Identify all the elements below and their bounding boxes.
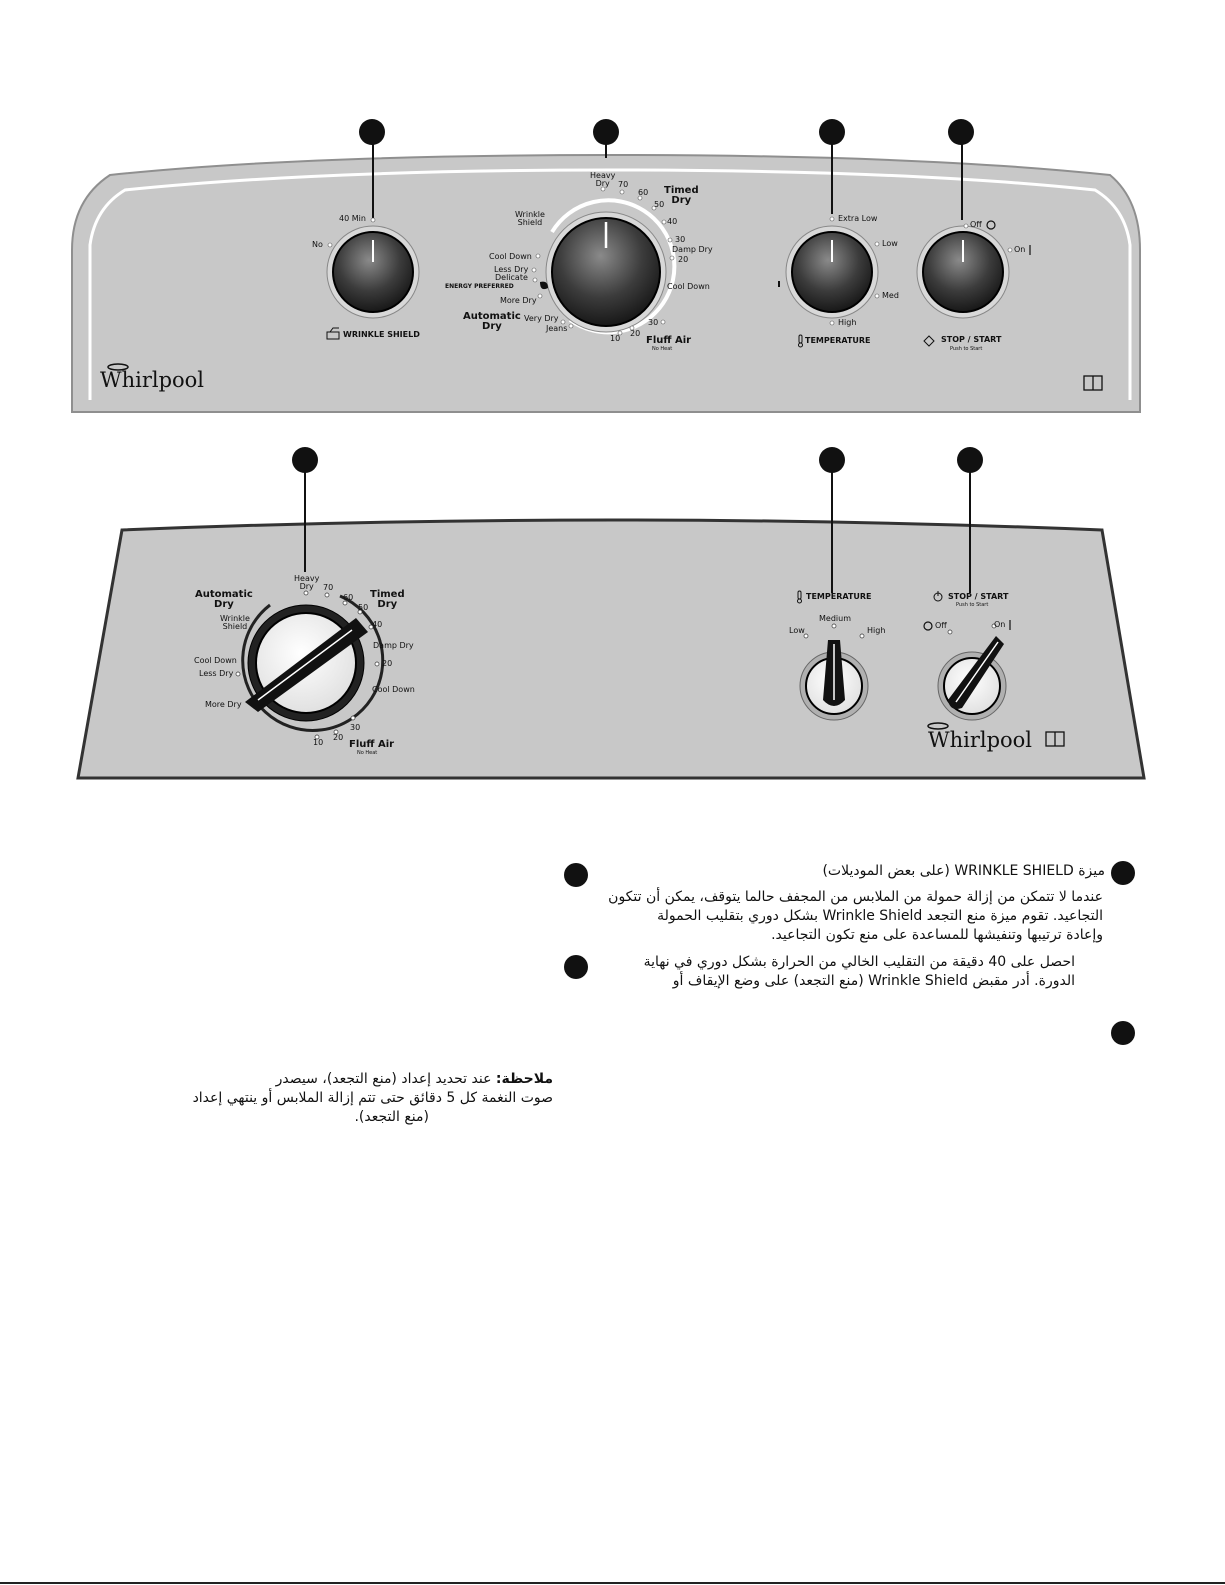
- bottom-label-off: Off: [935, 621, 947, 630]
- callout-2: [593, 119, 619, 145]
- bottom-label-fluff-air: Fluff Air: [349, 739, 395, 750]
- callout-7: [957, 447, 983, 473]
- callout-6: [819, 447, 845, 473]
- label-cool-down-right: Cool Down: [667, 282, 710, 291]
- bottom-label-20b: 20: [333, 733, 344, 742]
- label-damp-dry: Damp Dry: [672, 245, 713, 254]
- bottom-temperature-title: TEMPERATURE: [806, 592, 872, 601]
- label-extra-low: Extra Low: [838, 214, 878, 223]
- callout-5: [292, 447, 318, 473]
- bottom-label-60: 60: [343, 593, 354, 602]
- label-delicate: Delicate: [495, 273, 528, 282]
- bottom-label-high: High: [867, 626, 886, 635]
- label-20a: 20: [678, 255, 689, 264]
- label-50: 50: [654, 200, 665, 209]
- bottom-label-low: Low: [789, 626, 805, 635]
- bottom-label-automatic-dry: Automatic Dry: [195, 589, 253, 610]
- label-automatic-dry: Automatic Dry: [463, 311, 521, 332]
- label-wrinkle-shield: Wrinkle Shield: [515, 210, 545, 227]
- section-marker-left-2: [564, 955, 588, 979]
- bottom-label-on: On: [994, 620, 1006, 629]
- label-jeans: Jeans: [546, 324, 568, 333]
- para2-line1: احصل على 40 دقيقة من التقليب الخالي من الحرارة بشكل دوري في نهاية: [643, 954, 1075, 970]
- label-very-dry: Very Dry: [524, 314, 559, 323]
- label-off: Off: [970, 220, 982, 229]
- temperature-title: TEMPERATURE: [805, 336, 871, 345]
- bottom-label-10: 10: [313, 738, 324, 747]
- bottom-label-cool-down-left: Cool Down: [194, 656, 237, 665]
- push-to-start-label: Push to Start: [950, 346, 983, 352]
- label-cool-down-left: Cool Down: [489, 252, 532, 261]
- bottom-label-wrinkle-shield: Wrinkle Shield: [220, 614, 250, 631]
- section-marker-right: [1111, 861, 1135, 885]
- para1-line2: التجاعيد. تقوم ميزة منع التجعد Wrinkle Shield بشكل دوري بتقليب الحمولة: [657, 908, 1103, 924]
- label-40-min: 40 Min: [339, 214, 366, 223]
- label-energy-preferred: ENERGY PREFERRED: [445, 283, 514, 290]
- bottom-stop-start-title: STOP / START: [948, 592, 1009, 601]
- label-less-dry: Less Dry: [494, 265, 529, 274]
- callout-4: [948, 119, 974, 145]
- bottom-label-cool-down-right: Cool Down: [372, 685, 415, 694]
- label-no: No: [312, 240, 323, 249]
- para1-line1: عندما لا تتمكن من إزالة حمولة من الملابس من المجفف حالما يتوقف، يمكن أن تتكون: [608, 889, 1103, 905]
- bottom-label-more-dry: More Dry: [205, 700, 242, 709]
- bottom-label-20a: 20: [382, 659, 393, 668]
- label-30: 30: [675, 235, 686, 244]
- label-fluff-air: Fluff Air: [646, 335, 692, 346]
- para2-line2: الدورة. أدر مقبض Wrinkle Shield (منع التجعد) على وضع الإيقاف أو: [672, 973, 1075, 989]
- label-low: Low: [882, 239, 898, 248]
- bottom-label-less-dry: Less Dry: [199, 669, 234, 678]
- label-more-dry: More Dry: [500, 296, 537, 305]
- label-high: High: [838, 318, 857, 327]
- callout-1: [359, 119, 385, 145]
- bottom-label-timed-dry: Timed Dry: [370, 589, 405, 610]
- label-med: Med: [882, 291, 899, 300]
- label-40: 40: [667, 217, 678, 226]
- bottom-label-50: 50: [358, 603, 369, 612]
- page-bottom-rule: [0, 1582, 1225, 1584]
- bottom-label-medium: Medium: [819, 614, 851, 623]
- bottom-label-heavy-dry: Heavy Dry: [294, 574, 320, 591]
- label-20b: 20: [630, 329, 641, 338]
- label-timed-dry: Timed Dry: [664, 185, 699, 206]
- note-line3: (منع التجعد).: [354, 1109, 429, 1125]
- bottom-push-to-start-label: Push to Start: [956, 602, 989, 608]
- callout-3: [819, 119, 845, 145]
- bottom-label-40: 40: [372, 620, 383, 629]
- note-line2: صوت النغمة كل 5 دقائق حتى تتم إزالة الملابس أو ينتهي إعداد: [192, 1090, 553, 1106]
- bottom-whirlpool-logo: Whirlpool: [928, 728, 1033, 752]
- wrinkle-shield-heading: ميزة WRINKLE SHIELD (على بعض الموديلات): [822, 863, 1105, 879]
- note-line1-text: عند تحديد إعداد (منع التجعد)، سيصدر: [275, 1071, 496, 1087]
- para1-line3: وإعادة ترتيبها وتنفيشها للمساعدة على منع تكون التجاعيد.: [771, 927, 1103, 943]
- bottom-label-no-heat: No Heat: [357, 750, 378, 756]
- section-marker-left: [564, 863, 588, 887]
- wrinkle-shield-title: WRINKLE SHIELD: [343, 330, 420, 339]
- bottom-label-30: 30: [350, 723, 361, 732]
- stop-start-title: STOP / START: [941, 335, 1002, 344]
- label-70: 70: [618, 180, 629, 189]
- note-line1: [113, 1070, 553, 1089]
- label-no-heat: No Heat: [652, 346, 673, 352]
- label-10: 10: [610, 334, 621, 343]
- bottom-label-damp-dry: Damp Dry: [373, 641, 414, 650]
- bottom-label-70: 70: [323, 583, 334, 592]
- label-on: On: [1014, 245, 1026, 254]
- whirlpool-logo: Whirlpool: [100, 368, 205, 392]
- label-heavy-dry: Heavy Dry: [590, 171, 616, 188]
- label-30b: 30: [648, 318, 659, 327]
- label-60: 60: [638, 188, 649, 197]
- section-marker-right-2: [1111, 1021, 1135, 1045]
- note-label: ملاحظة:: [495, 1071, 553, 1087]
